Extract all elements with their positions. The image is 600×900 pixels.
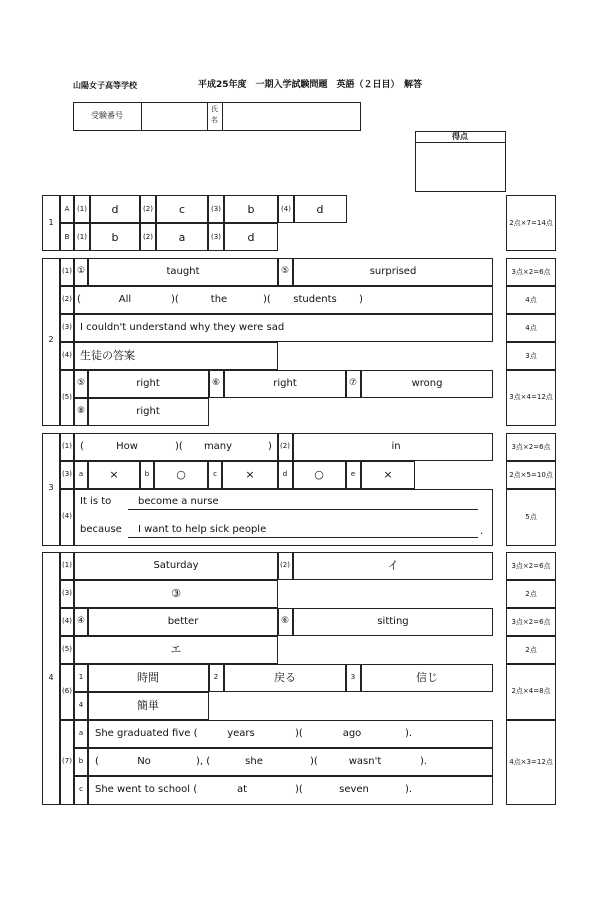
q2-pts5: 3点×4=12点 [509,393,553,401]
q2-pts3: 4点 [525,324,537,332]
q2-c6: ⑥ [211,378,221,388]
q3-label-d: d [282,470,288,478]
q4-row-a-label: a [78,729,84,737]
q1-points: 2点×7=14点 [509,219,553,227]
paren: )( [295,728,303,739]
q4-row-c-word1: at [236,784,248,795]
q3-p4-num: (4) [62,512,72,520]
q4-a2-answer: イ [387,559,399,572]
q1-a3-num: (3) [211,205,221,213]
q1-number: 1 [48,218,54,227]
paren: ). [420,756,428,767]
paren: )( [295,784,303,795]
q2-a8-answer: right [136,406,160,417]
q2-a6-answer: right [273,378,297,389]
q3-answer-b: ○ [176,468,186,481]
q4-n4: 4 [78,701,84,709]
q1-a3-answer: b [247,203,255,216]
q2-c5: ⑤ [280,266,290,276]
q4-p7-num: (7) [62,757,72,765]
q1-row-b: B [64,233,70,241]
paren: ) [268,441,272,452]
q2-c8: ⑧ [76,406,86,416]
q1-b2-num: (2) [143,233,153,241]
paren: ). [405,728,413,739]
q4-a3-answer: ③ [171,587,181,600]
q4-row-a-prefix: She graduated five ( [95,728,198,739]
q4-p5-num: (5) [62,645,72,653]
paren: ( [77,294,81,305]
paren: ) [359,294,363,305]
q2-a1-answer: taught [166,266,200,277]
q3-pts3: 2点×5=10点 [509,471,553,479]
q1-row-a: A [64,205,70,213]
q3-answer-d: ○ [314,468,324,481]
q4-w3-answer: 信じ [416,671,438,684]
paren: ), ( [196,756,211,767]
q4-pts4: 3点×2=6点 [511,618,551,626]
q4-row-b-label: b [78,757,84,765]
name-label-top: 氏 [211,105,218,113]
q2-c1: ① [76,266,86,276]
q4-c6: ⑥ [280,616,290,626]
q4-row-b-word2: she [245,756,263,767]
q4-row-a-word2: ago [342,728,362,739]
q4-pts6: 2点×4=8点 [511,687,551,695]
q3-line1-answer: become a nurse [138,496,219,507]
q2-a3-answer: I couldn't understand why they were sad [80,322,285,333]
q4-p2-num: (2) [280,561,290,569]
q3-label-a: a [78,470,84,478]
q4-a6-answer: sitting [377,616,409,627]
q4-pts3: 2点 [525,590,537,598]
name-label-bottom: 名 [211,116,218,124]
q2-p1-num: (1) [62,267,72,275]
q2-a5a-answer: right [136,378,160,389]
q3-line2-answer: I want to help sick people [138,524,267,535]
q3-pts4: 5点 [525,513,537,521]
q4-n2: 2 [213,673,219,681]
q2-pts4: 3点 [525,352,537,360]
q2-a4-answer: 生徒の答案 [80,349,135,362]
q4-a5-answer: エ [170,643,182,656]
q3-label-e: e [350,470,356,478]
q3-answer-c: × [245,468,255,481]
q4-w4-answer: 簡単 [137,699,159,712]
page-title: 平成25年度 一期入学試験問題 英語（２日目） 解答 [198,80,423,90]
q1-a4-answer: d [316,203,324,216]
q2-p2-num: (2) [62,295,72,303]
q4-p6-num: (6) [62,687,72,695]
q3-p2-num: (2) [280,442,290,450]
q4-pts5: 2点 [525,646,537,654]
score-label: 得点 [452,132,468,141]
q1-b3-num: (3) [211,233,221,241]
q4-p4-num: (4) [62,617,72,625]
q3-number: 3 [48,483,54,492]
q1-a1-num: (1) [77,205,87,213]
q2-pts1: 3点×2=6点 [511,268,551,276]
paren: )( [175,441,183,452]
q4-c4: ④ [76,616,86,626]
q3-p1-word2: many [203,441,233,452]
q1-a2-num: (2) [143,205,153,213]
q3-p3-num: (3) [62,470,72,478]
school-name: 山陽女子高等学校 [73,81,137,90]
q3-line1-prefix: It is to [80,496,112,507]
q2-p2-word1: All [118,294,132,305]
q4-w1-answer: 時間 [137,671,159,684]
q4-row-b-word3: wasn't [348,756,382,767]
q2-p3-num: (3) [62,323,72,331]
q4-p3-num: (3) [62,589,72,597]
q3-p1-num: (1) [62,442,72,450]
q2-number: 2 [48,335,54,344]
q3-label-c: c [213,470,217,478]
q4-row-c-prefix: She went to school ( [95,784,198,795]
q2-p2-word2: the [210,294,228,305]
q1-a1-answer: d [111,203,119,216]
q2-p4-num: (4) [62,351,72,359]
q1-b3-answer: d [247,231,255,244]
q2-a5-answer: surprised [369,266,417,277]
exam-number-label: 受験番号 [91,111,123,120]
q2-a7-answer: wrong [411,378,443,389]
q4-pts1: 3点×2=6点 [511,562,551,570]
paren: ( [95,756,99,767]
q1-b1-answer: b [111,231,119,244]
q4-n1: 1 [78,673,84,681]
paren: )( [171,294,179,305]
q4-number: 4 [48,673,54,682]
paren: ). [405,784,413,795]
q3-answer-a: × [109,468,119,481]
q4-row-c-label: c [79,785,83,793]
q4-a1-answer: Saturday [153,560,199,571]
q3-answer-e: × [383,468,393,481]
period: . [480,526,484,537]
q3-pts1: 3点×2=6点 [511,443,551,451]
q4-row-c-word2: seven [339,784,369,795]
q4-p1-num: (1) [62,561,72,569]
q2-c7: ⑦ [348,378,358,388]
q1-a4-num: (4) [281,205,291,213]
q2-p2-word3: students [293,294,337,305]
q1-a2-answer: c [178,203,186,216]
q4-w2-answer: 戻る [274,671,296,684]
q4-n3: 3 [350,673,356,681]
q2-c5a: ⑤ [76,378,86,388]
q4-row-a-word1: years [227,728,255,739]
q3-line2-prefix: because [80,524,122,535]
paren: ( [80,441,84,452]
q4-a4-answer: better [167,616,199,627]
q3-a2-answer: in [391,441,401,452]
q2-p5-num: (5) [62,393,72,401]
paren: )( [263,294,271,305]
q1-b1-num: (1) [77,233,87,241]
q1-b2-answer: a [178,231,186,244]
q3-label-b: b [144,470,150,478]
q4-pts7: 4点×3=12点 [509,758,553,766]
paren: )( [310,756,318,767]
q2-pts2: 4点 [525,296,537,304]
q3-p1-word1: How [116,441,138,452]
q4-row-b-word1: No [137,756,151,767]
